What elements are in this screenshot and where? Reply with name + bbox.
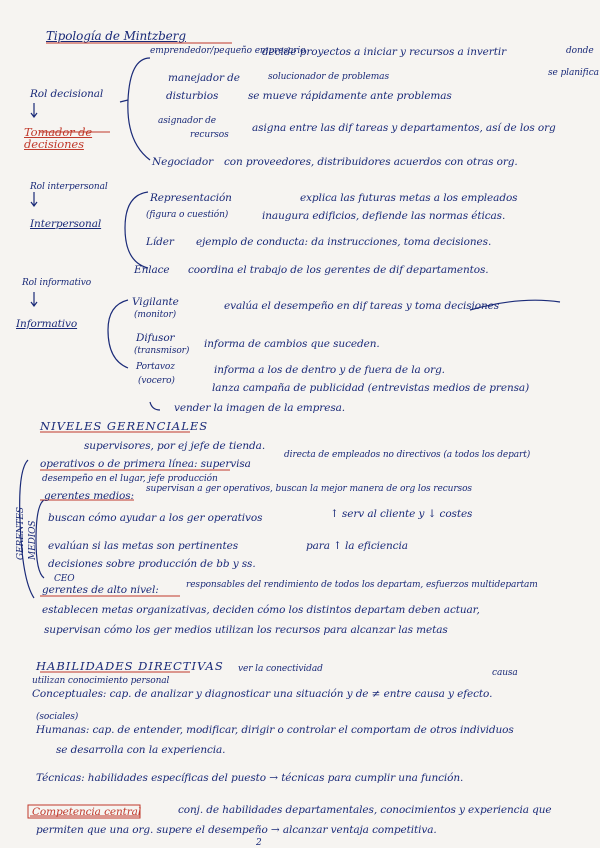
heading-rol-informativo: Rol informativo — [22, 278, 92, 288]
heading-interpersonal: Interpersonal — [30, 218, 102, 230]
text-manejador-desc-1: solucionador de problemas — [268, 72, 389, 82]
text-conceptuales-top2: ver la conectividad — [238, 664, 323, 674]
label-vigilante: Vigilante — [132, 296, 179, 308]
text-negociador-desc: con proveedores, distribuidores acuerdos con otras org. — [224, 156, 518, 168]
label-portavoz: Portavoz — [136, 362, 175, 372]
page-number: 2 — [256, 838, 262, 848]
text-decisiones: decisiones sobre producción de bb y ss. — [48, 558, 256, 570]
text-portavoz-desc-3: vender la imagen de la empresa. — [174, 402, 346, 414]
text-operativos-2: desempeño en el lugar, jefe producción — [42, 474, 218, 484]
text-competencia-desc: conj. de habilidades departamentales, conocimientos y experiencia que — [178, 804, 552, 816]
label-asignador: asignador de — [158, 116, 217, 126]
text-conceptuales: Conceptuales: cap. de analizar y diagnosticar una situación y de ≠ entre causa y efecto. — [32, 688, 493, 700]
label-recursos: recursos — [190, 130, 229, 140]
heading-tomador: Tomador de decisiones — [24, 125, 93, 151]
label-transmisor: (transmisor) — [134, 346, 190, 356]
text-evaluan: evalúan si las metas son pertinentes — [48, 540, 238, 552]
label-emprendedor: emprendedor/pequeño empresario — [150, 46, 306, 56]
label-gerentes-medios: gerentes medios: — [44, 490, 134, 502]
label-negociador: Negociador — [152, 156, 214, 168]
text-tecnicas: Técnicas: habilidades específicas del puesto → técnicas para cumplir una función. — [36, 772, 464, 784]
heading-informativo: Informativo — [16, 318, 78, 330]
brace-informativo — [108, 300, 128, 368]
note-planifica: se planifica — [548, 68, 599, 78]
text-evaluan-desc: para ↑ la eficiencia — [306, 540, 408, 552]
label-competencia: Competencia central — [32, 806, 142, 818]
text-supervisores: supervisores, por ej jefe de tienda. — [84, 440, 266, 452]
text-humanas-top: (sociales) — [36, 712, 79, 722]
text-causa: causa — [492, 668, 518, 678]
heading-rol-interpersonal: Rol interpersonal — [30, 182, 108, 192]
label-difusor: Difusor — [136, 332, 175, 344]
text-establecen: establecen metas organizativas, deciden cómo los distintos departam deben actuar, — [42, 604, 480, 616]
label-lider: Líder — [146, 236, 174, 248]
label-enlace: Enlace — [134, 264, 170, 276]
label-alto-nivel: gerentes de alto nivel: — [42, 584, 159, 596]
label-ceo: CEO — [54, 574, 75, 584]
brace-decisional — [128, 58, 150, 160]
heading-rol-decisional: Rol decisional — [30, 88, 104, 100]
heading-habilidades: HABILIDADES DIRECTIVAS — [36, 659, 224, 673]
label-operativos: operativos o de primera línea: supervisa — [40, 458, 251, 470]
label-disturbios: disturbios — [166, 90, 219, 102]
page-title: Tipología de Mintzberg — [46, 29, 186, 43]
label-representacion: Representación — [150, 192, 232, 204]
text-supervisan: supervisan cómo los ger medios utilizan los recursos para alcanzar las metas — [44, 624, 448, 636]
text-buscan: buscan cómo ayudar a los ger operativos — [48, 512, 263, 524]
label-monitor: (monitor) — [134, 310, 177, 320]
side-label-gerentes: GERENTES — [16, 507, 26, 560]
text-vigilante-desc: evalúa el desempeño en dif tareas y toma decisiones — [224, 300, 500, 312]
text-manejador-desc-2: se mueve rápidamente ante problemas — [248, 90, 452, 102]
text-medios-desc: supervisan a ger operativos, buscan la mejor manera de org los recursos — [146, 484, 472, 494]
text-portavoz-desc-1: informa a los de dentro y de fuera de la org. — [214, 364, 445, 376]
text-lider-desc: ejemplo de conducta: da instrucciones, toma decisiones. — [196, 236, 492, 248]
text-enlace-desc: coordina el trabajo de los gerentes de dif departamentos. — [188, 264, 489, 276]
side-label-medios: MEDIOS — [28, 520, 38, 560]
text-competencia-2: permiten que una org. supere el desempeño → alcanzar ventaja competitiva. — [36, 824, 437, 836]
label-vocero: (vocero) — [138, 376, 175, 386]
note-donde: donde — [566, 46, 594, 56]
text-buscan-desc: ↑ serv al cliente y ↓ costes — [330, 508, 473, 520]
text-portavoz-desc-2: lanza campaña de publicidad (entrevistas medios de prensa) — [212, 382, 530, 394]
text-asignador-desc: asigna entre las dif tareas y departamentos, así de los org — [252, 122, 556, 134]
text-rep-desc-2: inaugura edificios, defiende las normas éticas. — [262, 210, 506, 222]
brace-interpersonal — [125, 192, 148, 268]
heading-niveles: NIVELES GERENCIALES — [40, 419, 209, 433]
text-humanas: Humanas: cap. de entender, modificar, dirigir o controlar el comportam de otros individuos — [36, 724, 514, 736]
label-figura: (figura o cuestión) — [146, 210, 229, 220]
text-alto-desc: responsables del rendimiento de todos los departam, esfuerzos multidepartam — [186, 580, 538, 590]
text-emprendedor-desc: decide proyectos a iniciar y recursos a invertir — [262, 46, 507, 58]
text-operativos-desc: directa de empleados no directivos (a todos los depart) — [284, 450, 531, 460]
text-humanas-2: se desarrolla con la experiencia. — [56, 744, 226, 756]
label-manejador: manejador de — [168, 72, 240, 84]
text-rep-desc-1: explica las futuras metas a los empleados — [300, 192, 518, 204]
text-difusor-desc: informa de cambios que suceden. — [204, 338, 380, 350]
text-conceptuales-top: utilizan conocimiento personal — [32, 676, 170, 686]
